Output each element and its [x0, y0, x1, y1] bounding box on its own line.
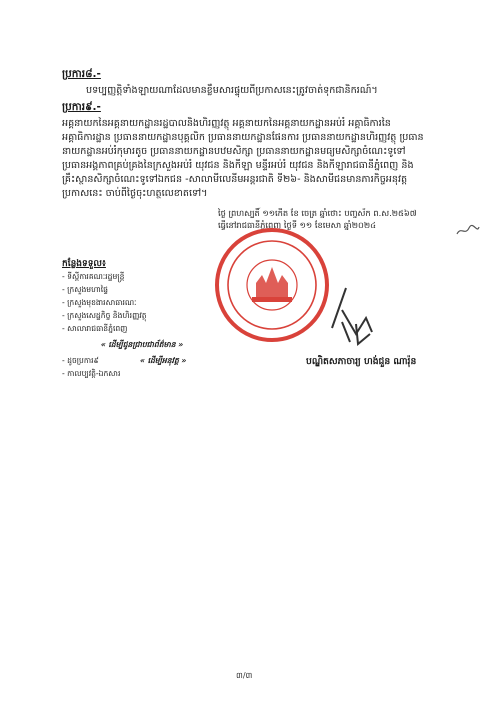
- cc-item: - ក្រសួងមហាផ្ទៃ: [62, 285, 108, 294]
- cc-item: - សាលារាជធានីភ្នំពេញ: [62, 324, 128, 333]
- cc-item: - កាលប្បវត្តិ-ឯកសារ: [62, 369, 121, 378]
- signatory-name: បណ្ឌិតសភាចារ្យ ហង់ជួន ណារ៉ុន: [306, 356, 417, 367]
- page-number: ៣/៣: [236, 671, 253, 680]
- cc-item: - ទីស្តីការគណៈរដ្ឋមន្ត្រី: [62, 272, 125, 281]
- article9-text: អគ្គនាយកនៃអគ្គនាយកដ្ឋានរដ្ឋបាលនិងហិរញ្ញវត្ថុ អគ្គនាយកនៃអគ្គនាយកដ្ឋានអប់រំ អគ្គាធិការនៃ អគ្គាធិការដ្ឋាន ប្រធាននាយកដ្ឋានបុគ្គលិក ប្រធាននាយកដ្ឋានផែនការ ប្រធាននាយកដ្ឋានហិរញ្ញវត្ថុ ប្រធាន នាយកដ្ឋានអប់រំកុមារតូច ប្រធាននាយកដ្ឋានបឋមសិក្សា ប្រធាននាយកដ្ឋានមធ្យមសិក្សាចំណេះទូទៅ ប្រធានអង្គភាពគ្រប់គ្រងនៃក្រសួងអប់រំ យុវជន និងកីឡា មន្ទីរអប់រំ យុវជន និងកីឡារាជធានីភ្នំពេញ និង គ្រឹះស្ថានសិក្សាចំណេះទូទៅឯកជន -សាលាមីលេនីមអន្តរជាតិ ទី២៦- និងសាមីជនមានភារកិច្ចអនុវត្ត ប្រកាសនេះ ចាប់ពីថ្ងៃចុះហត្ថលេខាតទៅ។: [62, 118, 424, 199]
- cc-item: - ដូចប្រការ៩: [62, 356, 99, 365]
- article9-heading: ប្រការ៩.-: [62, 101, 101, 113]
- cc-heading: កន្លែងទទួល៖: [62, 259, 106, 269]
- cc-note-info: « ដើម្បីជូនជ្រាបជាព័ត៌មាន »: [100, 340, 184, 349]
- cc-note-implement: « ដើម្បីអនុវត្ត »: [140, 356, 187, 365]
- date-lunar: ថ្ងៃ ព្រហស្បតិ៍ ១១កើត ខែ ចេត្រ ឆ្នាំថោះ បញ្ចស័ក ព.ស.២៥៦៧: [218, 208, 417, 218]
- cc-item: - ក្រសួងមុខងារសាធារណៈ: [62, 298, 137, 307]
- date-solar: ធ្វើនៅរាជធានីភ្នំពេញ ថ្ងៃទី ១១ ខែមេសា ឆ្នាំ២០២៤: [218, 220, 377, 230]
- article8-heading: ប្រការ៨.-: [62, 68, 101, 80]
- cc-item: - ក្រសួងសេដ្ឋកិច្ច និងហិរញ្ញវត្ថុ: [62, 311, 147, 320]
- article8-text: បទប្បញ្ញត្តិទាំងឡាយណាដែលមានខ្លឹមសារផ្ទុយពីប្រកាសនេះត្រូវចាត់ទុកជានិករណ៍។: [86, 85, 378, 96]
- seal-icon: [212, 225, 332, 345]
- date-scribble: [455, 224, 481, 238]
- initial-mark: [336, 318, 386, 348]
